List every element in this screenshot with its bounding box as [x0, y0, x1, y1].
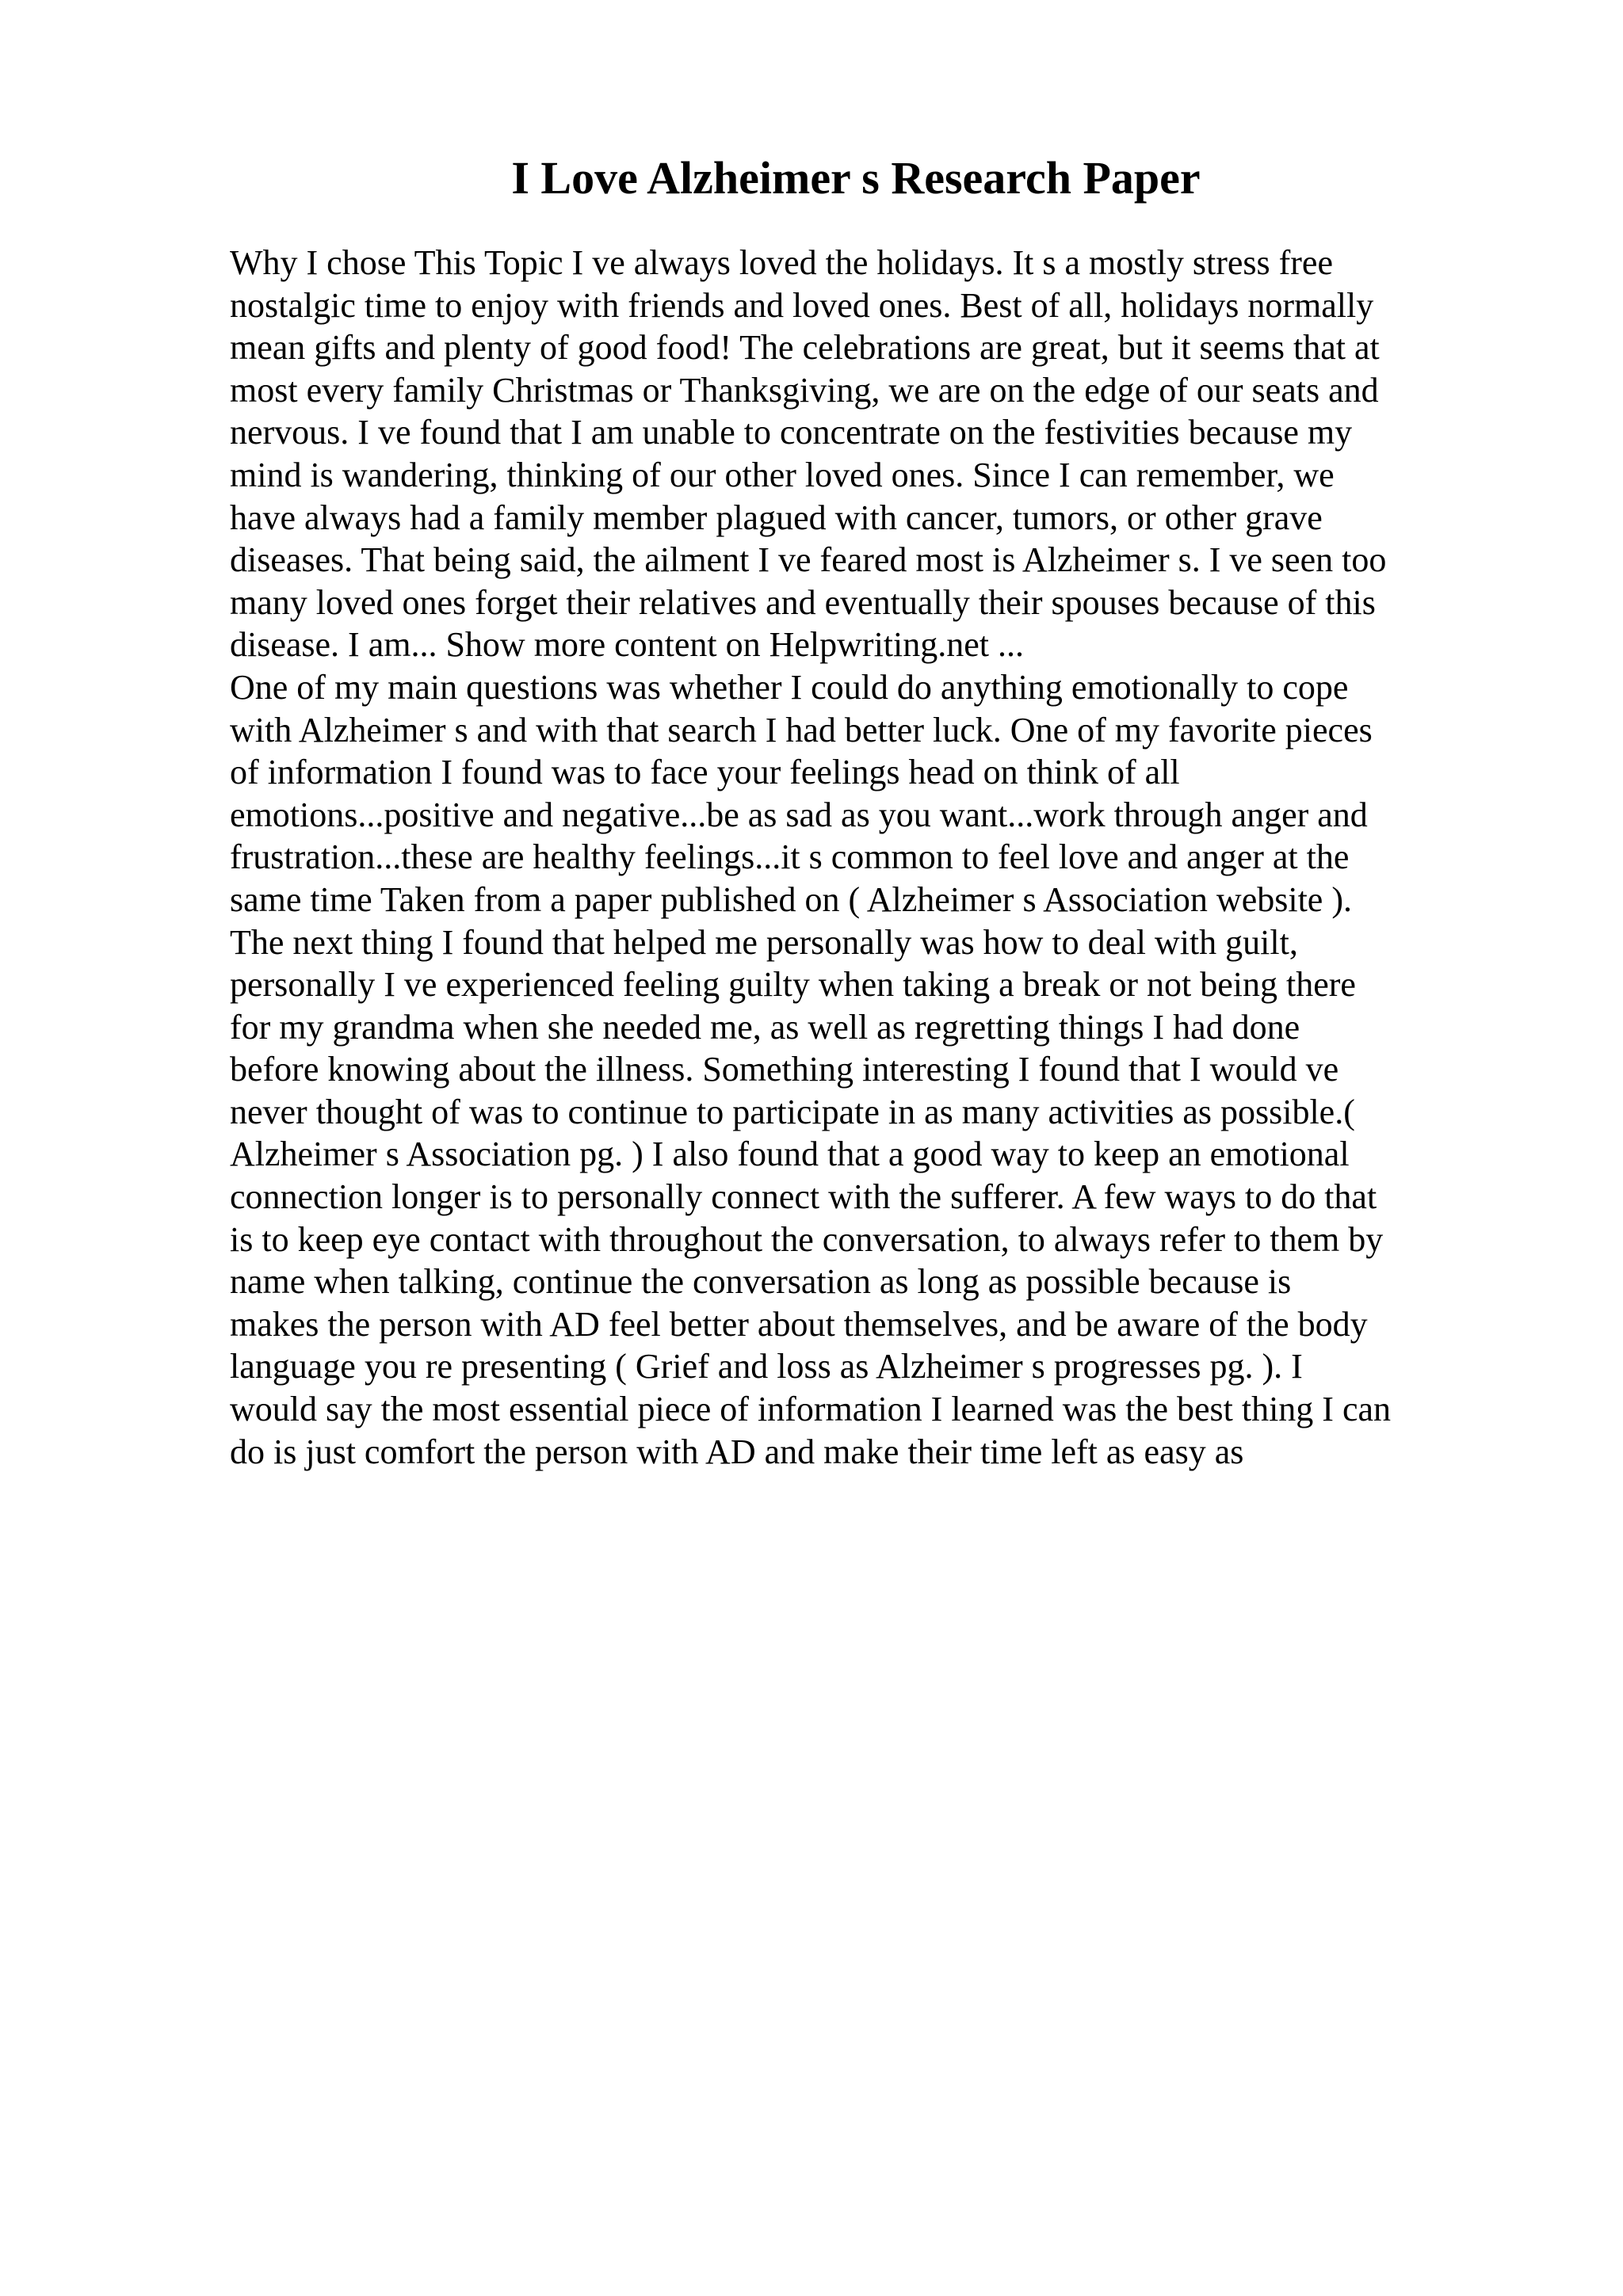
- body-line: language you re presenting ( Grief and loss as Alzheimer s progresses pg. ). I: [230, 1347, 1303, 1386]
- body-line: One of my main questions was whether I could do anything emotionally to cope: [230, 667, 1349, 707]
- body-line: of information I found was to face your feelings head on think of all: [230, 753, 1180, 792]
- body-line: personally I ve experienced feeling guilty when taking a break or not being there: [230, 965, 1356, 1005]
- body-line: The next thing I found that helped me personally was how to deal with guilt,: [230, 922, 1298, 962]
- body-line: diseases. That being said, the ailment I ve feared most is Alzheimer s. I ve seen too: [230, 540, 1387, 580]
- body-line: many loved ones forget their relatives and eventually their spouses because of this: [230, 582, 1376, 622]
- body-line: for my grandma when she needed me, as well as regretting things I had done: [230, 1007, 1300, 1047]
- body-line: nervous. I ve found that I am unable to concentrate on the festivities because my: [230, 413, 1353, 452]
- document-body: [230, 242, 1466, 1473]
- body-line: connection longer is to personally connect with the sufferer. A few ways to do that: [230, 1177, 1377, 1217]
- body-line: Alzheimer s Association pg. ) I also found that a good way to keep an emotional: [230, 1135, 1350, 1174]
- body-line: have always had a family member plagued with cancer, tumors, or other grave: [230, 498, 1323, 537]
- body-line: do is just comfort the person with AD and make their time left as easy as: [230, 1432, 1244, 1471]
- body-line: most every family Christmas or Thanksgiving, we are on the edge of our seats and: [230, 370, 1379, 410]
- body-line: same time Taken from a paper published on ( Alzheimer s Association website ).: [230, 879, 1352, 919]
- document-title: I Love Alzheimer s Research Paper: [511, 152, 1201, 204]
- body-line: name when talking, continue the conversation as long as possible because is: [230, 1262, 1292, 1302]
- body-line: mean gifts and plenty of good food! The celebrations are great, but it seems that at: [230, 328, 1380, 368]
- body-line: with Alzheimer s and with that search I had better luck. One of my favorite pieces: [230, 710, 1373, 749]
- body-line: disease. I am... Show more content on Helpwriting.net ...: [230, 625, 1025, 665]
- body-line: Why I chose This Topic I ve always loved the holidays. It s a mostly stress free: [230, 243, 1333, 282]
- body-line: frustration...these are healthy feelings...it s common to feel love and anger at the: [230, 837, 1350, 877]
- body-line: mind is wandering, thinking of our other loved ones. Since I can remember, we: [230, 455, 1335, 494]
- body-line: would say the most essential piece of information I learned was the best thing I can: [230, 1390, 1392, 1429]
- body-line: emotions...positive and negative...be as sad as you want...work through anger and: [230, 795, 1368, 834]
- body-line: is to keep eye contact with throughout the conversation, to always refer to them by: [230, 1219, 1384, 1259]
- body-line: never thought of was to continue to participate in as many activities as possible.(: [230, 1092, 1355, 1131]
- body-line: before knowing about the illness. Something interesting I found that I would ve: [230, 1050, 1339, 1089]
- body-line: makes the person with AD feel better about themselves, and be aware of the body: [230, 1304, 1368, 1344]
- body-line: nostalgic time to enjoy with friends and loved ones. Best of all, holidays normally: [230, 285, 1374, 325]
